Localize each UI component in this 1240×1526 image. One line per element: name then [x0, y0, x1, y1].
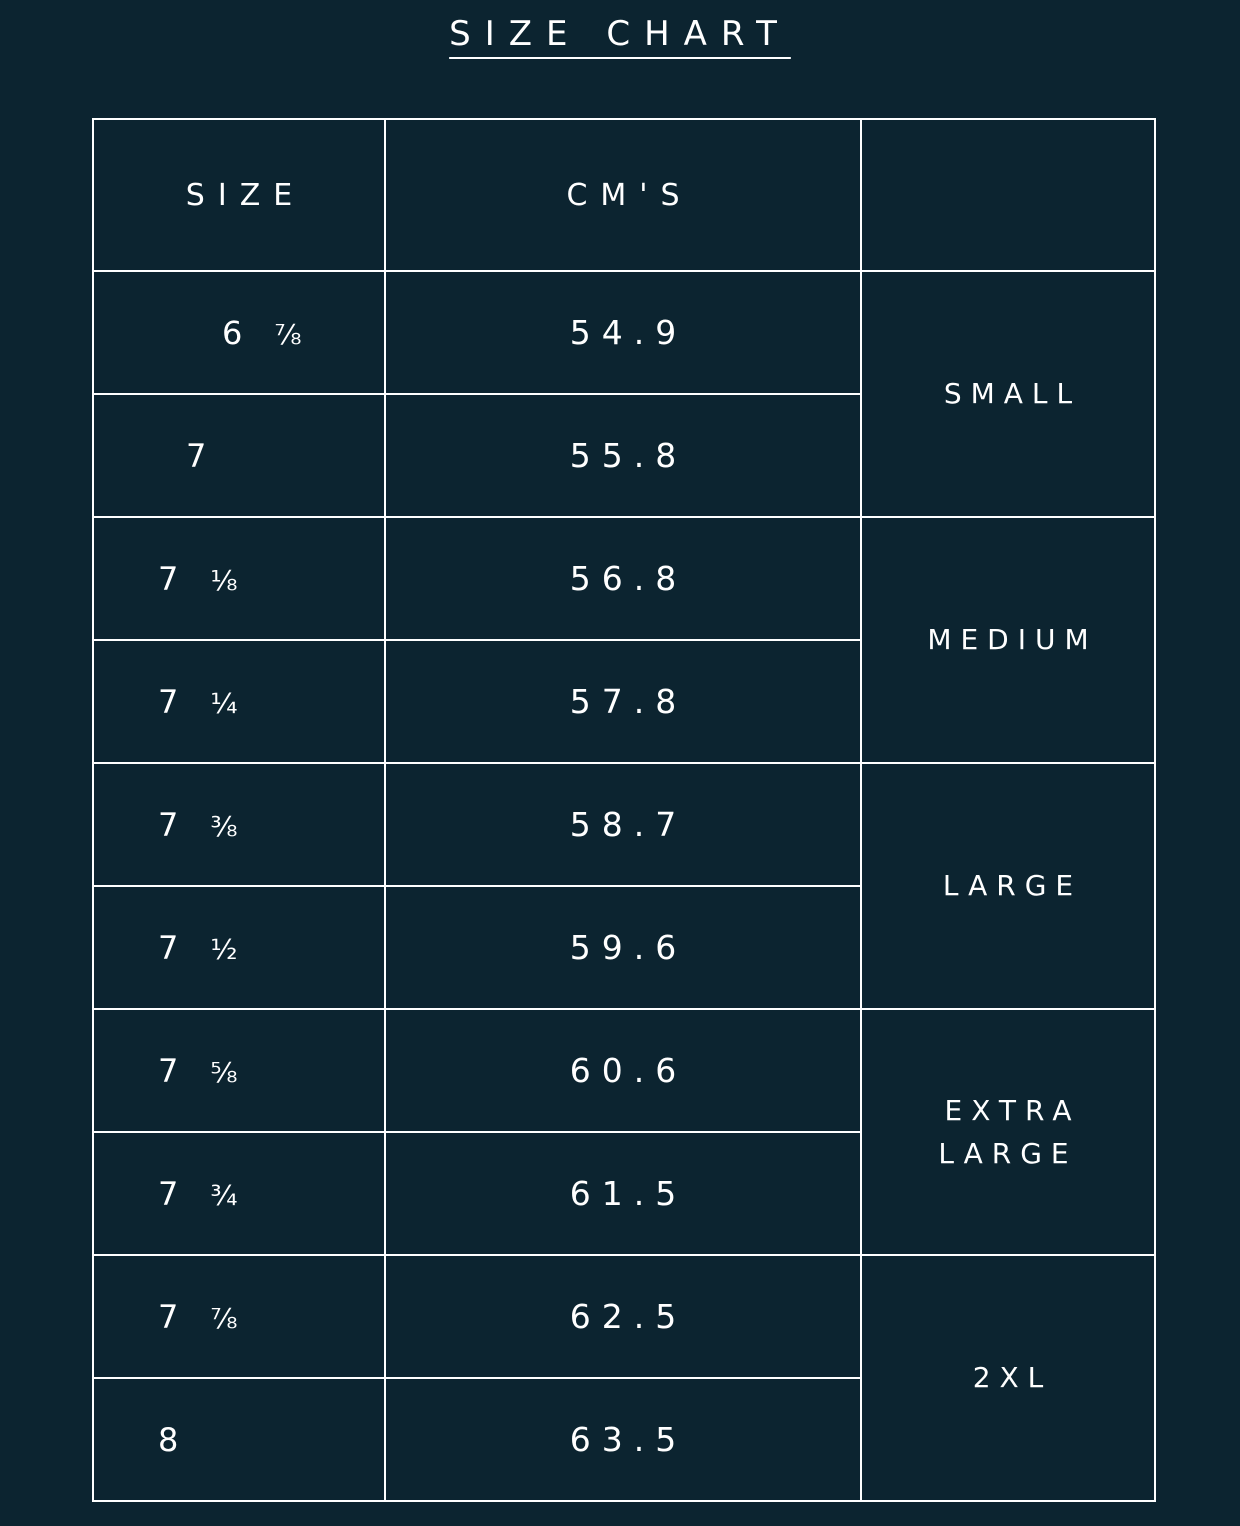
- size-value: 7 ⅜: [93, 763, 385, 886]
- size-value: 7 ⅝: [93, 1009, 385, 1132]
- size-value: 7 ½: [93, 886, 385, 1009]
- cm-value: 59.6: [385, 886, 861, 1009]
- cm-value: 56.8: [385, 517, 861, 640]
- table-row: [93, 763, 1155, 886]
- table-row: [93, 1255, 1155, 1378]
- table-row: [93, 517, 1155, 640]
- cm-value: 55.8: [385, 394, 861, 517]
- size-value: 6 ⅞: [93, 271, 385, 394]
- size-chart-table: [92, 118, 1156, 1502]
- cm-value: 61.5: [385, 1132, 861, 1255]
- size-value: 7 ⅞: [93, 1255, 385, 1378]
- size-value: 7 ⅛: [93, 517, 385, 640]
- cm-value: 62.5: [385, 1255, 861, 1378]
- page-title: SIZE CHART: [449, 14, 791, 54]
- table-row: [93, 1009, 1155, 1132]
- size-value: 7: [93, 394, 385, 517]
- size-group-label-2xl: 2XL: [861, 1255, 1155, 1501]
- size-value: 7 ¼: [93, 640, 385, 763]
- size-group-label-large: LARGE: [861, 763, 1155, 1009]
- size-group-label-extra-large: EXTRA LARGE: [861, 1009, 1155, 1255]
- column-header-blank: [861, 119, 1155, 271]
- cm-value: 58.7: [385, 763, 861, 886]
- cm-value: 63.5: [385, 1378, 861, 1501]
- size-chart-container: [92, 118, 1154, 1474]
- column-header-cms: CM'S: [385, 119, 861, 271]
- cm-value: 54.9: [385, 271, 861, 394]
- size-value: 7 ¾: [93, 1132, 385, 1255]
- column-header-size: SIZE: [93, 119, 385, 271]
- size-group-label-small: SMALL: [861, 271, 1155, 517]
- cm-value: 57.8: [385, 640, 861, 763]
- table-row: [93, 271, 1155, 394]
- size-group-label-medium: MEDIUM: [861, 517, 1155, 763]
- size-value: 8: [93, 1378, 385, 1501]
- table-header-row: [93, 119, 1155, 271]
- cm-value: 60.6: [385, 1009, 861, 1132]
